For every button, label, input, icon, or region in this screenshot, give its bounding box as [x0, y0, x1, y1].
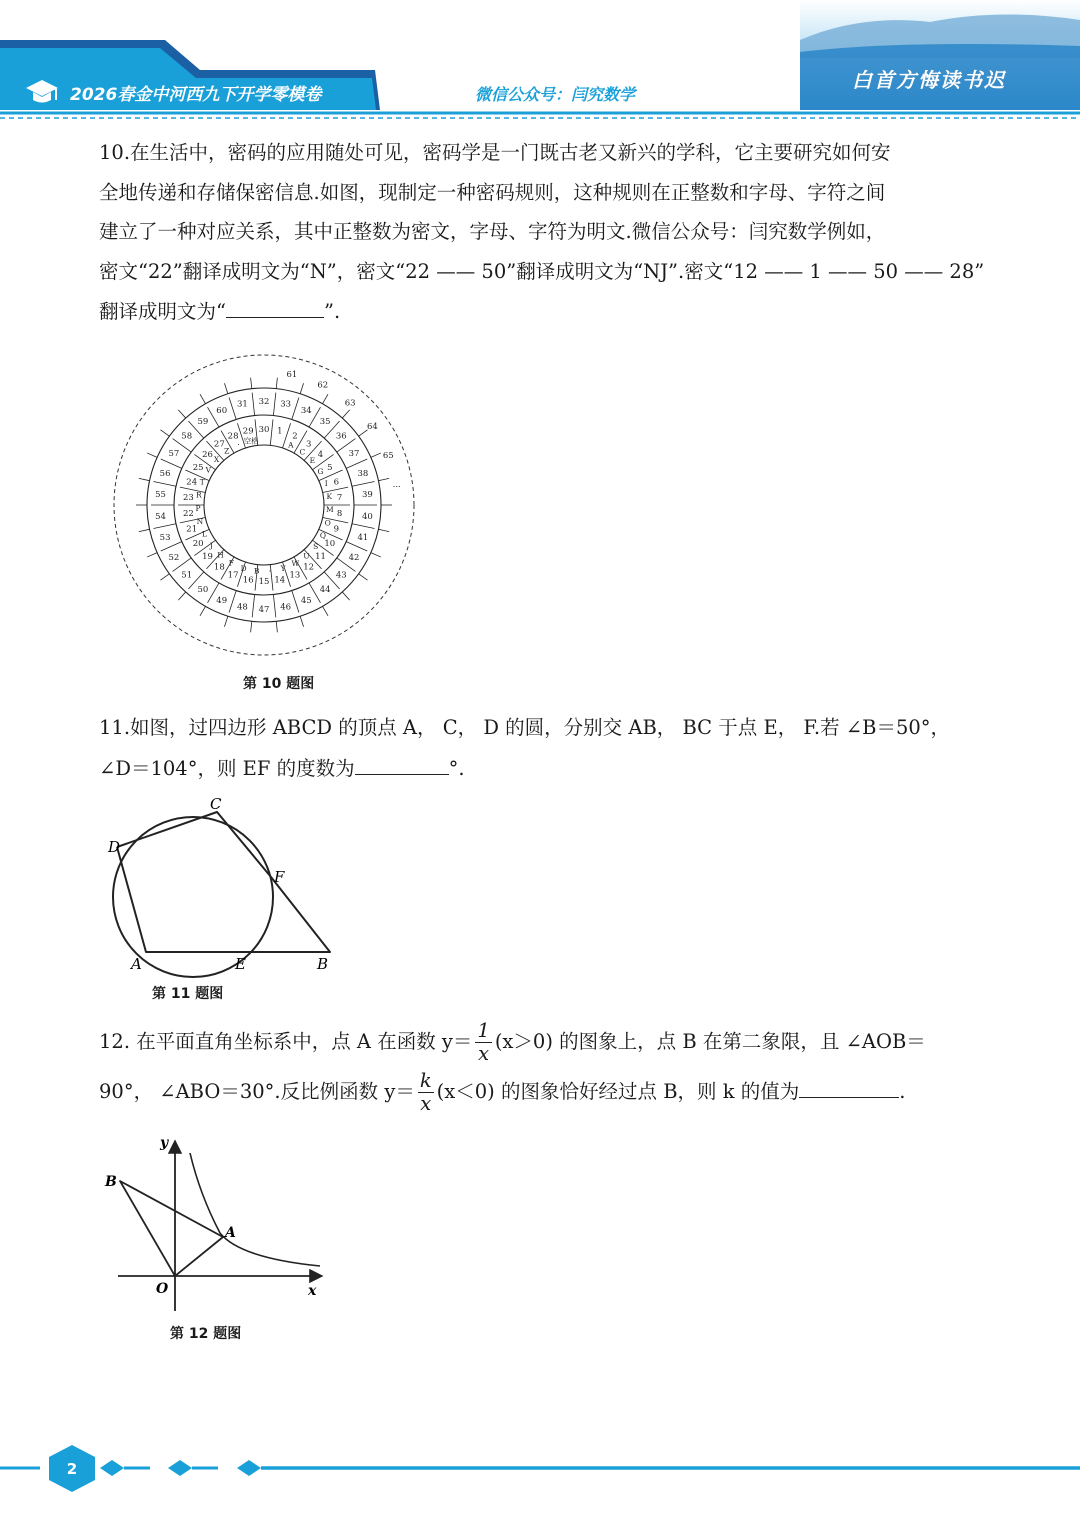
cipher-number: 63	[344, 398, 356, 409]
cipher-number: 46	[280, 602, 292, 613]
cipher-number: 22	[183, 508, 194, 519]
cipher-number: 5	[327, 463, 333, 473]
cipher-number: 45	[300, 596, 312, 607]
cipher-letter: H	[217, 550, 224, 560]
cipher-number: 6	[333, 477, 339, 488]
cipher-number: 9	[333, 524, 339, 535]
cipher-number: 10	[324, 539, 336, 549]
tick-mark	[200, 606, 206, 616]
tick-mark	[378, 529, 389, 531]
fraction	[475, 1020, 491, 1065]
cipher-letter: P	[195, 503, 201, 513]
tick-mark	[178, 410, 185, 418]
tick-mark	[178, 592, 185, 600]
q11-line-last	[99, 748, 989, 788]
tick-mark	[229, 398, 236, 420]
tick-mark	[224, 616, 227, 626]
cipher-number: 51	[181, 570, 193, 581]
question-12-text	[99, 1017, 989, 1117]
tick-mark	[352, 482, 374, 487]
cipher-letter: T	[199, 477, 205, 487]
tick-mark	[359, 574, 368, 580]
fraction-denominator: x	[478, 1042, 490, 1065]
tick-mark	[153, 482, 175, 487]
tick-mark	[323, 606, 329, 616]
cipher-letter: I	[324, 478, 328, 488]
cipher-letter: ·	[237, 440, 240, 450]
cipher-number: 30	[258, 425, 270, 435]
cipher-letter: X	[213, 455, 220, 465]
answer-blank[interactable]	[799, 1071, 899, 1098]
question-10-text	[99, 133, 989, 331]
cipher-number: 65	[382, 450, 394, 461]
answer-blank[interactable]	[226, 291, 324, 318]
cipher-letter: K	[326, 491, 333, 501]
tick-mark	[251, 378, 252, 389]
cipher-letter: N	[196, 516, 204, 526]
cipher-letter: O	[324, 518, 331, 528]
cipher-number: 34	[300, 405, 312, 416]
cipher-number: 32	[258, 397, 270, 407]
tick-mark	[323, 394, 329, 404]
cipher-letter: R	[196, 490, 202, 500]
cipher-letter: 空格	[243, 436, 259, 446]
cipher-number: 54	[155, 511, 166, 522]
tick-mark	[300, 383, 303, 393]
cipher-number: 55	[155, 490, 166, 501]
label-D: D	[108, 838, 121, 856]
cipher-number: 19	[202, 551, 213, 562]
cipher-number: 2	[292, 431, 298, 442]
cipher-number: 39	[362, 490, 373, 501]
tick-mark	[147, 453, 157, 457]
cipher-number: 47	[258, 605, 270, 615]
cipher-number: 36	[335, 431, 347, 442]
cipher-letter: B	[253, 566, 260, 576]
cipher-number: 4	[317, 450, 324, 461]
cipher-number: 37	[348, 449, 360, 459]
cipher-letter: D	[240, 563, 247, 573]
tick-mark	[147, 553, 157, 557]
footer-decoration	[0, 1440, 1080, 1500]
cipher-number: 42	[348, 553, 360, 563]
tick-mark	[371, 553, 381, 557]
label-y: y	[160, 1135, 169, 1151]
tick-mark	[139, 529, 150, 531]
cipher-number: 41	[357, 533, 369, 544]
cipher-number: 11	[315, 551, 326, 562]
fraction-numerator: k	[419, 1069, 432, 1092]
tick-mark	[300, 616, 303, 626]
tick-mark	[378, 478, 389, 480]
q10-line-last	[99, 291, 989, 331]
q10-line: 密文“22”翻译成明文为“N”，密文“22 —— 50”翻译成明文为“NJ”.密文“12 —— 1 —— 50 —— 28”	[99, 259, 985, 283]
q10-text: 翻译成明文为“	[99, 300, 226, 323]
cipher-number: 26	[202, 450, 213, 461]
cipher-number: 44	[319, 585, 331, 596]
cipher-number: 23	[183, 493, 194, 504]
tick-mark	[371, 453, 381, 457]
q12-text: (x＜0) 的图象恰好经过点 B，则 k 的值为	[436, 1080, 800, 1103]
cipher-number: 12	[303, 562, 315, 573]
cipher-number: 8	[336, 508, 343, 519]
cipher-number: 16	[242, 575, 254, 586]
cipher-number: 48	[236, 602, 248, 613]
q12-text: (x＞0) 的图象上，点 B 在第二象限，且 ∠AOB＝	[494, 1030, 926, 1053]
tick-mark	[200, 394, 206, 404]
fraction	[418, 1070, 434, 1115]
circle-quadrilateral-figure	[100, 790, 340, 980]
figure-caption: 第 11 题图	[152, 986, 224, 1002]
cipher-number: 25	[192, 463, 204, 473]
q10-line: 10.在生活中，密码的应用随处可见，密码学是一门既古老又新兴的学科，它主要研究如何安	[99, 141, 891, 164]
cipher-letter: U	[303, 551, 310, 561]
label-x: x	[308, 1283, 317, 1299]
cipher-number: 60	[216, 405, 228, 416]
cipher-number: 58	[181, 431, 193, 442]
cipher-number: 21	[186, 524, 198, 535]
cipher-number: 56	[159, 468, 171, 479]
cipher-number: 59	[197, 416, 209, 427]
cipher-number: 20	[192, 539, 204, 549]
tick-mark	[342, 410, 349, 418]
q11-line: 11.如图，过四边形 ABCD 的顶点 A， C， D 的圆，分别交 AB， BC 于点 E， F.若 ∠B＝50°，	[99, 716, 951, 739]
q12-line	[99, 1017, 989, 1067]
cipher-number: 28	[227, 431, 239, 442]
fraction-numerator: 1	[477, 1019, 490, 1042]
tick-mark	[224, 383, 227, 393]
cipher-number: 1	[277, 426, 283, 437]
cipher-letter: F	[228, 558, 235, 568]
cipher-letter: V	[205, 465, 211, 475]
cipher-letter: L	[201, 529, 207, 539]
label-F: F	[274, 868, 285, 886]
tick-mark	[252, 595, 254, 618]
cipher-number: 24	[186, 477, 198, 488]
cipher-number: 50	[197, 585, 209, 596]
cipher-number: 31	[236, 399, 248, 410]
cipher-number: 14	[274, 575, 286, 586]
cipher-number: 17	[227, 570, 239, 581]
header-slogan: 白首方悔读书迟	[852, 68, 1006, 92]
question-11-text	[99, 708, 989, 787]
q12-text: 12. 在平面直角坐标系中，点 A 在函数 y＝	[99, 1030, 473, 1053]
label-E: E	[235, 955, 246, 973]
tick-mark	[139, 478, 150, 480]
q12-text: 90°， ∠ABO＝30°.反比例函数 y＝	[99, 1080, 415, 1103]
label-O: O	[156, 1281, 169, 1297]
cipher-number: 52	[168, 553, 180, 563]
tick-mark	[292, 591, 299, 613]
cipher-number: 57	[168, 449, 180, 459]
tick-mark	[153, 524, 175, 529]
tick-mark	[276, 378, 277, 389]
tick-mark	[346, 459, 367, 468]
wechat-account: 微信公众号：闫究数学	[475, 85, 636, 104]
figure-caption: 第 12 题图	[170, 1326, 242, 1342]
cipher-number: 53	[159, 533, 171, 544]
cipher-letter: Q	[319, 530, 326, 540]
tick-mark	[342, 592, 349, 600]
cipher-number: 43	[335, 570, 347, 581]
cipher-number: 49	[216, 596, 228, 607]
tick-mark	[251, 621, 252, 632]
exam-title: 2026春金中河西九下开学零模卷	[70, 85, 322, 105]
cipher-number: 40	[362, 511, 373, 522]
cipher-number: 7	[336, 493, 343, 504]
cipher-number: 33	[280, 399, 292, 410]
tick-mark	[276, 621, 277, 632]
cipher-number: ···	[392, 482, 401, 493]
tick-mark	[273, 595, 275, 618]
figure-caption: 第 10 题图	[243, 676, 315, 692]
tick-mark	[352, 524, 374, 529]
cipher-number: 61	[286, 369, 298, 380]
cipher-number: 62	[317, 380, 329, 391]
label-B: B	[105, 1174, 117, 1190]
q12-text: .	[899, 1080, 906, 1103]
label-A: A	[225, 1225, 236, 1241]
tick-mark	[160, 430, 169, 436]
tick-mark	[252, 393, 254, 416]
fraction-denominator: x	[420, 1092, 432, 1115]
cipher-letter: E	[309, 456, 316, 466]
cipher-letter: S	[313, 541, 319, 551]
cipher-letter: Z	[224, 446, 230, 456]
tick-mark	[273, 393, 275, 416]
cipher-number: 15	[258, 577, 270, 587]
q11-text: ∠D＝104°，则 EF 的度数为	[99, 756, 355, 780]
cipher-letter: Y	[280, 564, 286, 574]
cipher-number: 13	[289, 570, 301, 581]
cipher-number: 29	[242, 426, 254, 437]
label-B: B	[317, 955, 329, 973]
cipher-number: 18	[213, 562, 225, 573]
label-C: C	[210, 795, 222, 813]
cipher-letter: C	[299, 447, 306, 457]
cipher-letter: M	[326, 505, 334, 515]
cipher-letter: J	[209, 540, 213, 550]
cipher-number: 3	[305, 439, 312, 450]
q12-line-last	[99, 1067, 989, 1117]
q11-text: °.	[448, 756, 465, 780]
q10-text: ”.	[323, 300, 341, 323]
cipher-wheel-figure	[108, 345, 420, 663]
cipher-number: 64	[366, 422, 378, 433]
tick-mark	[270, 419, 273, 445]
answer-blank[interactable]	[355, 748, 449, 775]
cipher-letter: G	[317, 466, 324, 476]
cipher-number: 38	[357, 468, 369, 479]
tick-mark	[292, 398, 299, 420]
coordinate-graph-figure	[100, 1133, 330, 1318]
cipher-letter: ·	[268, 566, 272, 576]
tick-mark	[229, 591, 236, 613]
label-A: A	[131, 955, 142, 973]
q10-line: 建立了一种对应关系，其中正整数为密文，字母、字符为明文.微信公众号：闫究数学例如，	[99, 220, 886, 243]
tick-mark	[160, 574, 169, 580]
cipher-number: 35	[319, 416, 331, 427]
tick-mark	[161, 459, 182, 468]
cipher-number: 27	[213, 439, 225, 450]
q10-line: 全地传递和存储保密信息.如图，现制定一种密码规则，这种规则在正整数和字母、字符之间	[99, 180, 886, 204]
page-number: 2	[66, 1460, 78, 1478]
cipher-letter: W	[291, 559, 300, 569]
cipher-letter: A	[288, 440, 294, 450]
